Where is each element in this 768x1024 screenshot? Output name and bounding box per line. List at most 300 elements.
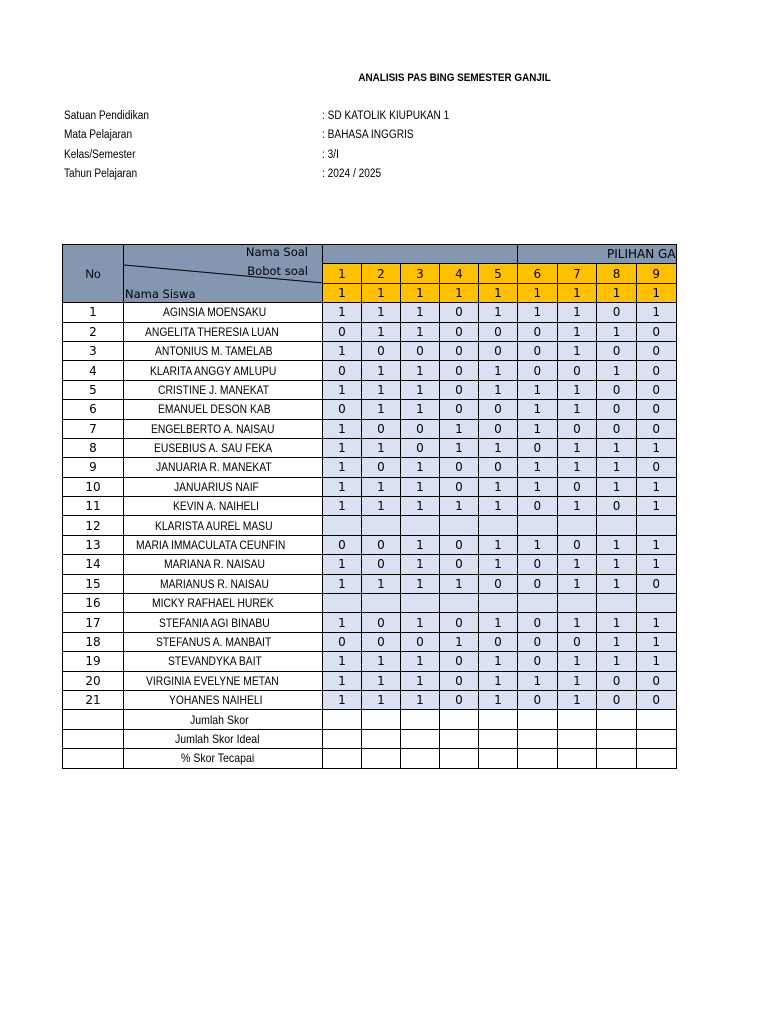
student-name-cell: [124, 419, 323, 438]
score-cell: 1: [557, 380, 597, 399]
score-cell: 1: [557, 613, 597, 632]
table-row: [63, 613, 677, 632]
student-name-cell: [124, 400, 323, 419]
score-cell: 1: [362, 690, 401, 709]
footer-value-cell: [323, 749, 362, 768]
score-cell: 0: [440, 341, 479, 360]
score-cell: [323, 594, 362, 613]
score-cell: 0: [518, 555, 558, 574]
score-cell: 0: [401, 341, 440, 360]
score-cell: 0: [479, 400, 518, 419]
score-cell: 1: [557, 341, 597, 360]
score-cell: 0: [597, 419, 637, 438]
score-cell: 1: [323, 341, 362, 360]
header-row-1: [63, 245, 677, 264]
score-cell: 0: [362, 458, 401, 477]
score-cell: 1: [362, 574, 401, 593]
score-cell: 1: [323, 380, 362, 399]
score-cell: 1: [401, 574, 440, 593]
score-cell: 1: [597, 613, 637, 632]
score-cell: 0: [636, 671, 676, 690]
score-cell: 1: [518, 419, 558, 438]
score-cell: 0: [518, 438, 558, 457]
footer-value-cell: [557, 749, 597, 768]
score-cell: 0: [518, 322, 558, 341]
score-cell: 1: [518, 458, 558, 477]
footer-value-cell: [323, 729, 362, 748]
score-cell: [479, 594, 518, 613]
footer-value-cell: [636, 710, 676, 729]
page-title: ANALISIS PAS BING SEMESTER GANJIL: [358, 72, 551, 84]
student-number: 21: [63, 690, 124, 709]
student-name: JANUARIUS NAIF: [173, 479, 259, 494]
table-row: [63, 574, 677, 593]
score-cell: 0: [440, 535, 479, 554]
score-cell: [518, 516, 558, 535]
score-cell: 0: [557, 419, 597, 438]
score-cell: 1: [479, 671, 518, 690]
student-name-cell: [124, 535, 323, 554]
score-cell: 0: [636, 380, 676, 399]
score-cell: [323, 516, 362, 535]
table-row: [63, 652, 677, 671]
info-value: : 3/I: [322, 148, 339, 161]
score-cell: 1: [518, 535, 558, 554]
score-cell: 0: [440, 671, 479, 690]
score-table: [62, 244, 677, 769]
student-name: CRISTINE J. MANEKAT: [158, 382, 270, 397]
score-cell: 0: [597, 400, 637, 419]
score-cell: [401, 516, 440, 535]
score-cell: 0: [323, 535, 362, 554]
score-cell: 1: [518, 380, 558, 399]
score-cell: 1: [323, 497, 362, 516]
score-cell: 0: [401, 438, 440, 457]
table-row: [63, 438, 677, 457]
student-number: 17: [63, 613, 124, 632]
no-header: No: [63, 245, 124, 303]
score-cell: 0: [362, 613, 401, 632]
student-name-cell: [124, 516, 323, 535]
score-cell: 0: [518, 690, 558, 709]
score-cell: 1: [401, 535, 440, 554]
score-cell: 0: [362, 341, 401, 360]
question-number-cell: 3: [401, 264, 440, 283]
weight-cell: 1: [323, 283, 362, 302]
diagonal-header-cell: [124, 245, 323, 303]
student-name: MARIANUS R. NAISAU: [159, 576, 269, 591]
table-row: [63, 419, 677, 438]
student-number: 15: [63, 574, 124, 593]
score-cell: 1: [479, 535, 518, 554]
student-name: STEFANIA AGI BINABU: [158, 615, 270, 630]
score-cell: 1: [362, 303, 401, 322]
score-cell: 0: [518, 632, 558, 651]
student-name-cell: [124, 497, 323, 516]
footer-value-cell: [401, 710, 440, 729]
footer-value-cell: [440, 749, 479, 768]
question-number-cell: 2: [362, 264, 401, 283]
question-number-cell: 7: [557, 264, 597, 283]
score-cell: 0: [323, 361, 362, 380]
score-cell: 1: [323, 574, 362, 593]
student-number: 13: [63, 535, 124, 554]
score-cell: [362, 594, 401, 613]
score-cell: 1: [401, 555, 440, 574]
student-name-cell: [124, 652, 323, 671]
score-cell: 0: [518, 361, 558, 380]
info-label: Tahun Pelajaran: [64, 167, 138, 180]
score-cell: 1: [557, 574, 597, 593]
student-number: 16: [63, 594, 124, 613]
footer-value-cell: [636, 749, 676, 768]
score-cell: 1: [518, 400, 558, 419]
score-cell: [362, 516, 401, 535]
score-cell: 1: [323, 303, 362, 322]
score-cell: 1: [479, 613, 518, 632]
score-cell: 1: [597, 555, 637, 574]
student-name-cell: [124, 690, 323, 709]
score-cell: 0: [518, 341, 558, 360]
score-cell: 0: [440, 361, 479, 380]
score-cell: 1: [636, 652, 676, 671]
score-cell: 0: [597, 690, 637, 709]
score-cell: 0: [597, 380, 637, 399]
score-cell: 0: [557, 632, 597, 651]
student-name: JANUARIA R. MANEKAT: [155, 460, 272, 475]
score-cell: 0: [323, 322, 362, 341]
score-cell: 0: [479, 458, 518, 477]
score-cell: 0: [636, 322, 676, 341]
score-cell: 1: [636, 477, 676, 496]
score-cell: 0: [440, 322, 479, 341]
footer-value-cell: [557, 710, 597, 729]
score-cell: 1: [557, 303, 597, 322]
student-name: EUSEBIUS A. SAU FEKA: [154, 441, 273, 456]
student-name: ANGELITA THERESIA LUAN: [145, 324, 280, 339]
score-cell: 1: [518, 671, 558, 690]
score-cell: 0: [636, 400, 676, 419]
score-cell: 0: [440, 400, 479, 419]
score-cell: 1: [362, 477, 401, 496]
score-cell: 1: [401, 652, 440, 671]
student-name: YOHANES NAIHELI: [168, 693, 263, 708]
student-number: 4: [63, 361, 124, 380]
score-cell: 0: [440, 652, 479, 671]
score-cell: 1: [362, 652, 401, 671]
score-cell: 1: [597, 322, 637, 341]
student-name-cell: [124, 438, 323, 457]
table-row: [63, 361, 677, 380]
footer-label-cell: [124, 710, 323, 729]
footer-value-cell: [597, 710, 637, 729]
score-cell: 0: [440, 303, 479, 322]
score-cell: 0: [636, 341, 676, 360]
score-cell: 0: [518, 613, 558, 632]
score-cell: 0: [518, 497, 558, 516]
student-number: 18: [63, 632, 124, 651]
score-cell: 0: [401, 419, 440, 438]
score-cell: 1: [479, 690, 518, 709]
score-cell: [479, 516, 518, 535]
score-cell: 0: [440, 380, 479, 399]
score-cell: 1: [362, 361, 401, 380]
score-cell: 0: [323, 400, 362, 419]
score-cell: [440, 594, 479, 613]
nama-siswa-label: Nama Siswa: [125, 287, 196, 301]
student-name-cell: [124, 458, 323, 477]
footer-value-cell: [518, 749, 558, 768]
student-number: 1: [63, 303, 124, 322]
score-cell: 0: [362, 555, 401, 574]
score-cell: 1: [401, 690, 440, 709]
table-row: [63, 458, 677, 477]
score-cell: 1: [557, 400, 597, 419]
info-value: : BAHASA INGGRIS: [322, 129, 414, 142]
score-cell: 1: [518, 477, 558, 496]
score-cell: 1: [479, 303, 518, 322]
nama-soal-label: Nama Soal: [245, 245, 308, 259]
weight-cell: 1: [440, 283, 479, 302]
student-name: EMANUEL DESON KAB: [157, 402, 271, 417]
footer-label-cell: [124, 749, 323, 768]
table-row: [63, 400, 677, 419]
question-number-cell: 4: [440, 264, 479, 283]
score-cell: 1: [323, 419, 362, 438]
footer-value-cell: [362, 710, 401, 729]
score-cell: 1: [401, 380, 440, 399]
footer-value-cell: [518, 710, 558, 729]
student-number: 9: [63, 458, 124, 477]
student-name: KLARITA ANGGY AMLUPU: [149, 363, 276, 378]
score-cell: 1: [636, 555, 676, 574]
footer-blank-cell: [63, 710, 124, 729]
score-cell: 1: [597, 535, 637, 554]
score-cell: 0: [597, 341, 637, 360]
score-cell: 1: [323, 652, 362, 671]
student-number: 8: [63, 438, 124, 457]
table-row: [63, 535, 677, 554]
student-number: 5: [63, 380, 124, 399]
footer-row: [63, 749, 677, 768]
weight-cell: 1: [401, 283, 440, 302]
student-name: STEVANDYKA BAIT: [168, 654, 263, 669]
footer-value-cell: [479, 729, 518, 748]
score-cell: 1: [557, 438, 597, 457]
question-number-cell: 8: [597, 264, 637, 283]
score-cell: 0: [479, 632, 518, 651]
score-cell: [557, 516, 597, 535]
score-cell: 0: [401, 632, 440, 651]
footer-row: [63, 710, 677, 729]
student-name-cell: [124, 555, 323, 574]
score-cell: 1: [557, 555, 597, 574]
score-cell: 1: [362, 671, 401, 690]
score-cell: 0: [557, 535, 597, 554]
score-cell: [597, 516, 637, 535]
student-name: MARIA IMMACULATA CEUNFIN: [136, 538, 286, 553]
score-cell: 1: [597, 438, 637, 457]
footer-value-cell: [323, 710, 362, 729]
student-number: 3: [63, 341, 124, 360]
student-name-cell: [124, 380, 323, 399]
score-cell: 1: [323, 458, 362, 477]
student-name-cell: [124, 477, 323, 496]
footer-value-cell: [479, 710, 518, 729]
score-cell: 1: [401, 322, 440, 341]
info-label: Kelas/Semester: [64, 148, 136, 161]
student-number: 6: [63, 400, 124, 419]
score-cell: 1: [557, 322, 597, 341]
score-cell: 1: [636, 497, 676, 516]
footer-value-cell: [362, 749, 401, 768]
score-cell: 1: [479, 438, 518, 457]
footer-row: [63, 729, 677, 748]
student-name: ENGELBERTO A. NAISAU: [151, 421, 275, 436]
table-row: [63, 477, 677, 496]
score-cell: 1: [597, 574, 637, 593]
score-cell: 1: [597, 477, 637, 496]
score-cell: 1: [479, 477, 518, 496]
student-number: 20: [63, 671, 124, 690]
weight-cell: 1: [557, 283, 597, 302]
score-cell: 0: [636, 458, 676, 477]
footer-value-cell: [636, 729, 676, 748]
score-cell: 0: [479, 322, 518, 341]
score-cell: 1: [401, 671, 440, 690]
student-name-cell: [124, 671, 323, 690]
table-row: [63, 497, 677, 516]
student-number: 19: [63, 652, 124, 671]
score-cell: 1: [597, 652, 637, 671]
footer-value-cell: [362, 729, 401, 748]
student-number: 12: [63, 516, 124, 535]
score-cell: 1: [597, 632, 637, 651]
footer-blank-cell: [63, 749, 124, 768]
footer-value-cell: [440, 710, 479, 729]
score-cell: 0: [597, 671, 637, 690]
score-cell: [597, 594, 637, 613]
student-name-cell: [124, 632, 323, 651]
score-cell: 0: [323, 632, 362, 651]
score-cell: 1: [518, 303, 558, 322]
student-name-cell: [124, 361, 323, 380]
score-cell: 1: [323, 477, 362, 496]
student-number: 2: [63, 322, 124, 341]
score-cell: 1: [323, 555, 362, 574]
score-cell: 1: [401, 477, 440, 496]
score-cell: 1: [362, 380, 401, 399]
score-cell: 1: [597, 458, 637, 477]
score-cell: 1: [479, 361, 518, 380]
score-cell: [636, 516, 676, 535]
footer-label: Jumlah Skor Ideal: [174, 731, 260, 746]
score-cell: 1: [557, 690, 597, 709]
score-cell: 1: [557, 652, 597, 671]
student-number: 11: [63, 497, 124, 516]
student-name: KLARISTA AUREL MASU: [154, 518, 273, 533]
score-cell: 1: [401, 400, 440, 419]
student-name: VIRGINIA EVELYNE METAN: [145, 673, 279, 688]
footer-value-cell: [401, 729, 440, 748]
score-cell: [518, 594, 558, 613]
table-row: [63, 671, 677, 690]
score-cell: 0: [636, 574, 676, 593]
score-cell: 1: [362, 438, 401, 457]
student-name-cell: [124, 303, 323, 322]
table-row: [63, 632, 677, 651]
footer-value-cell: [518, 729, 558, 748]
score-cell: 0: [479, 574, 518, 593]
weight-cell: 1: [597, 283, 637, 302]
table-row: [63, 594, 677, 613]
score-cell: 1: [636, 535, 676, 554]
score-cell: 1: [401, 458, 440, 477]
footer-label: Jumlah Skor: [189, 712, 249, 727]
footer-value-cell: [557, 729, 597, 748]
student-name: KEVIN A. NAIHELI: [172, 499, 260, 514]
score-cell: 1: [636, 303, 676, 322]
score-cell: 0: [636, 361, 676, 380]
score-cell: 1: [362, 497, 401, 516]
score-cell: 0: [440, 477, 479, 496]
student-name: MARIANA R. NAISAU: [164, 557, 266, 572]
question-number-cell: 5: [479, 264, 518, 283]
score-cell: 0: [557, 361, 597, 380]
score-cell: 1: [479, 380, 518, 399]
table-row: [63, 322, 677, 341]
weight-cell: 1: [518, 283, 558, 302]
score-cell: 1: [401, 613, 440, 632]
table-row: [63, 555, 677, 574]
score-cell: 1: [362, 400, 401, 419]
table-row: [63, 380, 677, 399]
score-cell: 0: [440, 458, 479, 477]
score-cell: 1: [479, 497, 518, 516]
score-cell: 0: [479, 341, 518, 360]
footer-value-cell: [440, 729, 479, 748]
score-cell: 1: [440, 438, 479, 457]
score-cell: 0: [479, 419, 518, 438]
score-cell: 1: [636, 438, 676, 457]
score-cell: 0: [518, 652, 558, 671]
table-body: [63, 245, 677, 769]
score-cell: [636, 594, 676, 613]
bobot-soal-label: Bobot soal: [247, 264, 308, 278]
score-cell: 0: [440, 555, 479, 574]
score-cell: 1: [440, 419, 479, 438]
info-value: : SD KATOLIK KIUPUKAN 1: [322, 110, 450, 122]
score-cell: 0: [636, 690, 676, 709]
footer-label-cell: [124, 729, 323, 748]
score-cell: 1: [323, 438, 362, 457]
question-number-cell: 9: [636, 264, 676, 283]
score-cell: 1: [401, 361, 440, 380]
info-label: Mata Pelajaran: [64, 129, 133, 142]
score-cell: 0: [597, 303, 637, 322]
score-cell: 1: [323, 690, 362, 709]
student-number: 7: [63, 419, 124, 438]
score-cell: 0: [518, 574, 558, 593]
student-name-cell: [124, 341, 323, 360]
student-name-cell: [124, 574, 323, 593]
score-cell: 1: [401, 497, 440, 516]
info-label: Satuan Pendidikan: [64, 110, 149, 122]
score-cell: 1: [401, 303, 440, 322]
score-cell: 1: [636, 632, 676, 651]
footer-label: % Skor Tecapai: [181, 751, 255, 766]
student-name-cell: [124, 613, 323, 632]
